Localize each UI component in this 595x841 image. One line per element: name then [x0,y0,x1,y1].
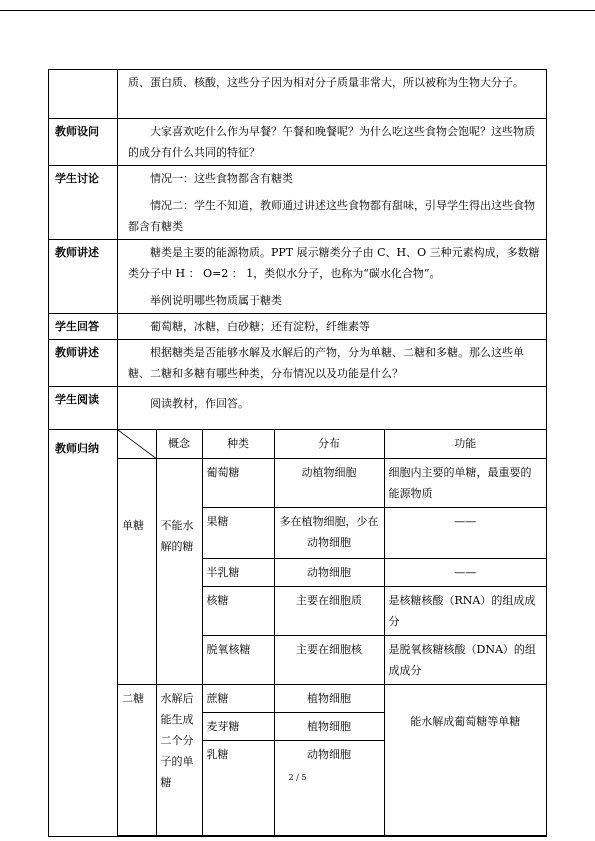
function-cell: 是核糖核酸（RNA）的组成成分 [384,587,546,636]
row-content: 根据糖类是否能够水解及水解后的产物，分为单糖、二糖和多糖。那么这些单糖、二糖和多糖有哪些种类，分布情况以及功能是什么？ [118,340,547,387]
function-cell: 细胞内主要的单糖，最重要的能源物质 [384,459,546,508]
distribution-cell: 植物细胞 [274,713,384,741]
distribution-cell: 植物细胞 [274,685,384,713]
group-di: 二糖 [118,685,156,836]
header-concept: 概念 [156,430,202,459]
distribution-cell: 主要在细胞核 [274,636,384,685]
concept-mono: 不能水解的糖 [156,459,202,685]
page-number: 2 / 5 [288,773,307,782]
table-row [49,119,547,166]
row-label: 教师设问 [49,119,118,166]
table-row [49,70,547,119]
distribution-cell: 动物细胞 [274,741,384,836]
header-function: 功能 [384,430,546,459]
kind-cell: 果糖 [202,508,274,559]
row-label: 学生阅读 [49,387,118,430]
row-label: 教师归纳 [49,430,118,837]
header-rule [0,10,595,11]
function-cell: 是脱氧核糖核酸（DNA）的组成成分 [384,636,546,685]
function-cell: —— [384,508,546,559]
function-cell: —— [384,559,546,587]
kind-cell: 乳糖 [202,741,274,836]
table-row [49,314,547,340]
table-row [118,459,546,508]
distribution-cell: 动物细胞 [274,559,384,587]
diagonal-corner-cell [118,430,156,459]
distribution-cell: 主要在细胞质 [274,587,384,636]
kind-cell: 蔗糖 [202,685,274,713]
row-label: 学生回答 [49,314,118,340]
table-header-row [118,430,546,459]
kind-cell: 麦芽糖 [202,713,274,741]
concept-di: 水解后能生成二个分子的单糖 [156,685,202,836]
kind-cell: 葡萄糖 [202,459,274,508]
table-row [49,166,547,240]
distribution-cell: 多在植物细胞，少在动物细胞 [274,508,384,559]
kind-cell: 半乳糖 [202,559,274,587]
table-row [118,685,546,713]
row-label-empty [49,70,118,119]
header-distribution: 分布 [274,430,384,459]
row-content: 葡萄糖，冰糖，白砂糖；还有淀粉，纤维素等 [118,314,547,340]
lesson-plan-table [48,69,547,837]
row-label: 学生讨论 [49,166,118,240]
row-label: 教师讲述 [49,240,118,314]
row-label: 教师讲述 [49,340,118,387]
row-content: 情况一：这些食物都含有糖类 情况二：学生不知道，教师通过讲述这些食物都有甜味，引导学生得出这些食物都含有糖类 [118,166,547,240]
row-content: 大家喜欢吃什么作为早餐？午餐和晚餐呢？为什么吃这些食物会饱呢？这些物质的成分有什么共同的特征？ [118,119,547,166]
table-row [49,340,547,387]
intro-text: 质、蛋白质、核酸，这些分子因为相对分子质量非常大，所以被称为生物大分子。 [118,70,547,119]
table-row [49,387,547,430]
row-content: 糖类是主要的能源物质。PPT 展示糖类分子由 C、H、O 三种元素构成，多数糖类分子中 H ： O=2 ： 1，类似水分子，也称为“碳水化合物”。 举例说明哪些物质属于糖类 [118,240,547,314]
header-kind: 种类 [202,430,274,459]
table-row [49,240,547,314]
row-content: 阅读教材，作回答。 [118,387,547,430]
group-mono: 单糖 [118,459,156,685]
distribution-cell: 动植物细胞 [274,459,384,508]
function-di: 能水解成葡萄糖等单糖 [384,685,546,836]
kind-cell: 核糖 [202,587,274,636]
kind-cell: 脱氧核糖 [202,636,274,685]
